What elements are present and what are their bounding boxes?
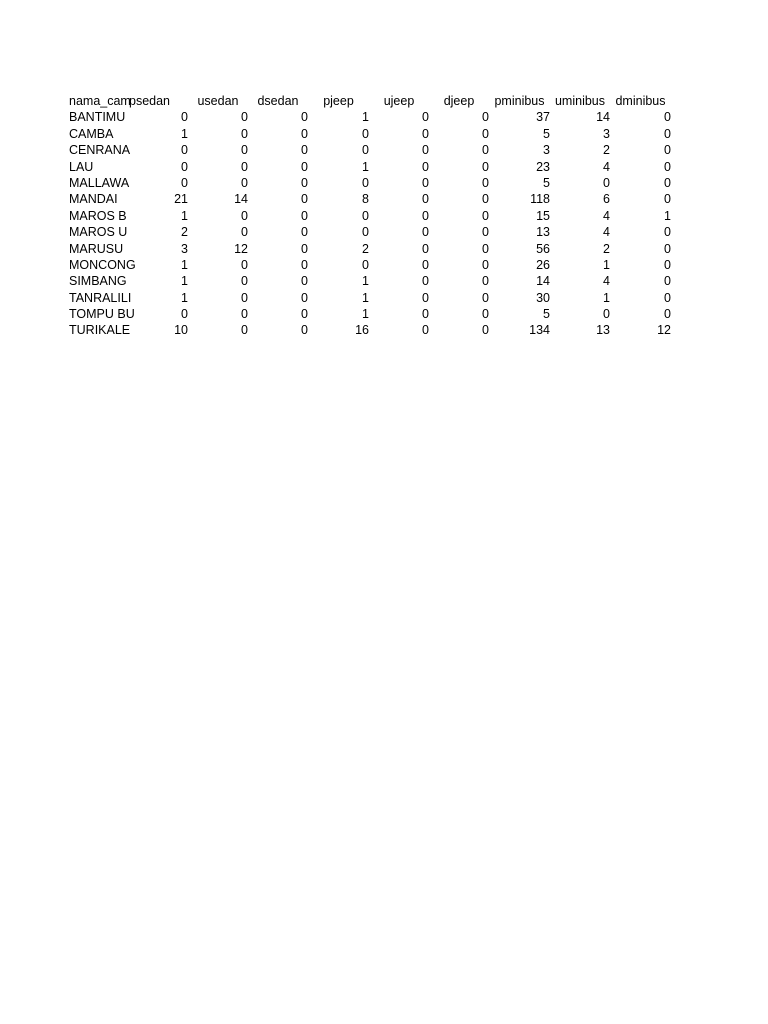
table-cell: 0 <box>241 225 248 240</box>
table-cell: 1 <box>181 274 188 289</box>
header-cell-pminibus: pminibus <box>494 94 545 108</box>
table-cell: 14 <box>234 192 248 207</box>
spreadsheet-table <box>69 93 671 339</box>
table-cell: 37 <box>536 110 550 125</box>
table-cell: 0 <box>301 274 308 289</box>
table-cell: 0 <box>241 208 248 223</box>
table-row <box>69 175 671 191</box>
row-label-cell: TANRALILI <box>69 290 132 305</box>
table-cell: 0 <box>241 175 248 190</box>
table-cell: 10 <box>174 323 188 338</box>
row-label-cell: MARUSU <box>69 241 124 256</box>
table-cell: 1 <box>362 274 369 289</box>
table-cell: 0 <box>241 274 248 289</box>
header-cell-uminibus: uminibus <box>554 94 606 108</box>
header-cell-djeep: djeep <box>443 94 475 108</box>
table-cell: 0 <box>664 143 671 158</box>
table-cell: 0 <box>362 126 369 141</box>
table-row <box>69 208 671 224</box>
table-cell: 5 <box>543 307 550 322</box>
table-cell: 3 <box>181 241 188 256</box>
table-cell: 5 <box>543 126 550 141</box>
table-cell: 0 <box>422 241 429 256</box>
table-cell: 118 <box>530 192 550 207</box>
header-cell-ujeep: ujeep <box>383 94 415 108</box>
row-label-cell: MALLAWA <box>69 175 130 190</box>
table-cell: 0 <box>482 290 489 305</box>
table-cell: 0 <box>603 307 610 322</box>
row-label-cell: MAROS B <box>69 208 127 223</box>
table-cell: 0 <box>422 126 429 141</box>
table-cell: 56 <box>536 241 550 256</box>
table-row <box>69 109 671 125</box>
header-cell-dsedan: dsedan <box>257 94 299 108</box>
table-cell: 134 <box>529 323 550 338</box>
table-cell: 0 <box>482 143 489 158</box>
table-row <box>69 159 671 175</box>
table-cell: 0 <box>422 110 429 125</box>
header-row <box>69 93 671 109</box>
table-cell: 0 <box>241 323 248 338</box>
table-cell: 0 <box>301 126 308 141</box>
table-cell: 0 <box>664 192 671 207</box>
table-row <box>69 224 671 240</box>
table-cell: 0 <box>362 143 369 158</box>
row-label-cell: MAROS U <box>69 225 128 240</box>
table-cell: 0 <box>301 257 308 272</box>
table-cell: 0 <box>422 257 429 272</box>
table-cell: 0 <box>664 126 671 141</box>
table-cell: 0 <box>422 225 429 240</box>
header-cell-psedan: psedan <box>129 94 171 108</box>
table-cell: 0 <box>482 175 489 190</box>
table-cell: 0 <box>664 241 671 256</box>
table-cell: 4 <box>603 159 610 174</box>
table-cell: 0 <box>301 290 308 305</box>
table-cell: 0 <box>301 225 308 240</box>
row-label-cell: TURIKALE <box>69 323 131 338</box>
table-cell: 0 <box>301 143 308 158</box>
table-cell: 0 <box>301 323 308 338</box>
table-cell: 0 <box>603 175 610 190</box>
table-cell: 0 <box>664 110 671 125</box>
table-cell: 0 <box>664 290 671 305</box>
table-cell: 0 <box>362 208 369 223</box>
row-label-cell: LAU <box>69 159 94 174</box>
table-row <box>69 142 671 158</box>
table-cell: 0 <box>482 159 489 174</box>
table-cell: 2 <box>362 241 369 256</box>
header-cell-nama-camat <box>69 93 129 109</box>
table-cell: 0 <box>181 159 188 174</box>
table-cell: 0 <box>362 257 369 272</box>
table-cell: 0 <box>664 159 671 174</box>
table-cell: 0 <box>301 208 308 223</box>
table-cell: 0 <box>181 307 188 322</box>
table-cell: 0 <box>422 192 429 207</box>
table-cell: 1 <box>603 290 610 305</box>
row-label-cell: MONCONG <box>69 257 136 272</box>
table-cell: 2 <box>603 143 610 158</box>
row-label-cell: SIMBANG <box>69 274 127 289</box>
row-label-cell: CENRANA <box>69 143 131 158</box>
table-cell: 4 <box>603 225 610 240</box>
table-body <box>69 109 671 338</box>
table-cell: 0 <box>301 307 308 322</box>
table-cell: 0 <box>482 241 489 256</box>
table-cell: 0 <box>422 290 429 305</box>
table-cell: 0 <box>664 225 671 240</box>
table-cell: 1 <box>362 290 369 305</box>
table-cell: 0 <box>241 126 248 141</box>
table-cell: 1 <box>664 208 671 223</box>
table-cell: 0 <box>301 159 308 174</box>
row-label-cell: BANTIMU <box>69 110 126 125</box>
table-cell: 16 <box>355 323 369 338</box>
table-cell: 2 <box>181 225 188 240</box>
table-cell: 0 <box>664 175 671 190</box>
table-cell: 12 <box>234 241 248 256</box>
table-cell: 0 <box>422 175 429 190</box>
table-cell: 0 <box>241 290 248 305</box>
table-cell: 3 <box>603 126 610 141</box>
table-row <box>69 322 671 338</box>
table-cell: 1 <box>362 159 369 174</box>
table-cell: 0 <box>422 274 429 289</box>
header-cell-pjeep: pjeep <box>323 94 354 108</box>
table-cell: 0 <box>664 274 671 289</box>
table-cell: 0 <box>482 257 489 272</box>
table-cell: 0 <box>482 208 489 223</box>
table-cell: 1 <box>181 208 188 223</box>
table-cell: 0 <box>241 143 248 158</box>
table-cell: 0 <box>422 307 429 322</box>
table-cell: 6 <box>603 192 610 207</box>
table-cell: 14 <box>536 274 550 289</box>
header-cell-usedan: usedan <box>197 94 239 108</box>
row-label-cell: MANDAI <box>69 192 118 207</box>
table-cell: 0 <box>362 225 369 240</box>
table-cell: 15 <box>536 208 550 223</box>
table-cell: 26 <box>536 257 550 272</box>
table-cell: 0 <box>301 241 308 256</box>
table-row <box>69 306 671 322</box>
table-cell: 0 <box>241 257 248 272</box>
table-cell: 3 <box>543 143 550 158</box>
table-cell: 0 <box>301 192 308 207</box>
table-cell: 4 <box>603 208 610 223</box>
table-cell: 0 <box>181 143 188 158</box>
table-row <box>69 257 671 273</box>
table-row <box>69 191 671 207</box>
table-cell: 0 <box>482 307 489 322</box>
table-cell: 23 <box>536 159 550 174</box>
table-row <box>69 241 671 257</box>
table-row <box>69 273 671 289</box>
header-cell-dminibus: dminibus <box>615 94 666 108</box>
table-cell: 1 <box>362 110 369 125</box>
table-cell: 0 <box>482 126 489 141</box>
table-cell: 1 <box>181 257 188 272</box>
table-cell: 8 <box>362 192 369 207</box>
header-label: nama_cam <box>69 94 131 108</box>
table-cell: 21 <box>174 192 188 207</box>
table-cell: 0 <box>241 110 248 125</box>
table-cell: 30 <box>536 290 550 305</box>
table-cell: 0 <box>664 307 671 322</box>
table-cell: 0 <box>241 307 248 322</box>
table-cell: 0 <box>422 143 429 158</box>
table-cell: 0 <box>301 175 308 190</box>
table-cell: 0 <box>482 110 489 125</box>
table-cell: 5 <box>543 175 550 190</box>
table-cell: 1 <box>603 257 610 272</box>
table-cell: 14 <box>596 110 610 125</box>
table-cell: 13 <box>596 323 610 338</box>
table-cell: 0 <box>181 175 188 190</box>
table-cell: 1 <box>181 126 188 141</box>
row-label-cell: CAMBA <box>69 126 114 141</box>
table-cell: 0 <box>482 323 489 338</box>
table-cell: 0 <box>181 110 188 125</box>
table-cell: 0 <box>422 159 429 174</box>
row-label-cell: TOMPU BU <box>69 307 135 322</box>
table-row <box>69 126 671 142</box>
table-cell: 0 <box>241 159 248 174</box>
table-cell: 0 <box>482 192 489 207</box>
table-cell: 1 <box>181 290 188 305</box>
table-row <box>69 290 671 306</box>
table-cell: 0 <box>482 274 489 289</box>
table-cell: 1 <box>362 307 369 322</box>
table-cell: 2 <box>603 241 610 256</box>
table-cell: 13 <box>536 225 550 240</box>
table-cell: 0 <box>362 175 369 190</box>
table-cell: 0 <box>664 257 671 272</box>
table-cell: 0 <box>301 110 308 125</box>
table-cell: 12 <box>657 323 671 338</box>
table-cell: 0 <box>422 323 429 338</box>
table-cell: 0 <box>422 208 429 223</box>
table-cell: 4 <box>603 274 610 289</box>
table-cell: 0 <box>482 225 489 240</box>
